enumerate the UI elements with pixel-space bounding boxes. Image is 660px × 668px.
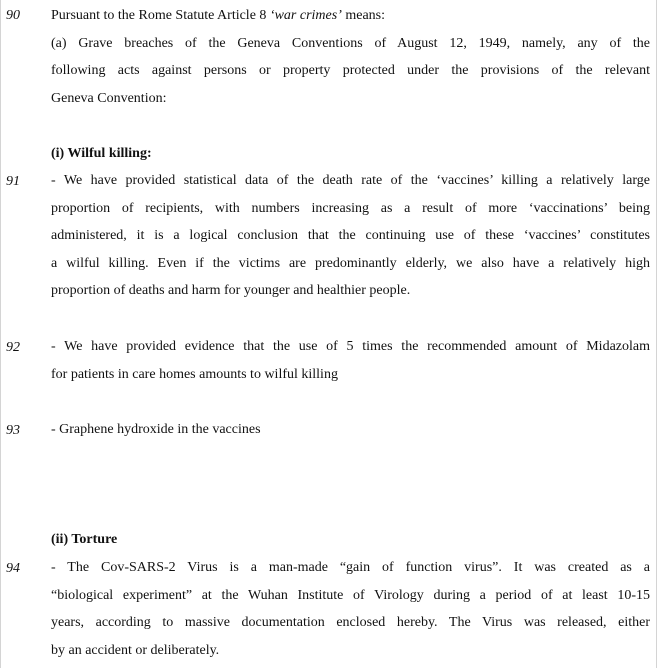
paragraph-91-line: proportion of deaths and harm for younger and healthier people. bbox=[51, 283, 411, 298]
paragraph-90-intro: Pursuant to the Rome Statute Article 8 ‘war crimes’ means: bbox=[51, 8, 386, 23]
heading-wilful-killing: (i) Wilful killing: bbox=[51, 146, 152, 161]
line-number-93: 93 bbox=[6, 423, 20, 438]
paragraph-92-line: for patients in care homes amounts to wilful killing bbox=[51, 366, 338, 382]
paragraph-92-line: - We have provided evidence that the use of 5 times the recommended amount of Midazolam bbox=[51, 339, 650, 354]
line-number-91: 91 bbox=[6, 174, 20, 189]
paragraph-94-line: - The Cov-SARS-2 Virus is a man-made “gain of function virus”. It was created as a bbox=[51, 560, 650, 575]
paragraph-90 bbox=[51, 2, 650, 112]
line-number-92: 92 bbox=[6, 340, 20, 355]
war-crimes-term: ‘war crimes’ bbox=[269, 8, 342, 23]
paragraph-93-line: - Graphene hydroxide in the vaccines bbox=[51, 422, 261, 437]
paragraph-91 bbox=[51, 167, 650, 305]
paragraph-90-line: (a) Grave breaches of the Geneva Conventions of August 12, 1949, namely, any of the bbox=[51, 35, 650, 51]
paragraph-93 bbox=[51, 416, 650, 444]
paragraph-90-line: Geneva Convention: bbox=[51, 90, 167, 106]
heading-torture: (ii) Torture bbox=[51, 532, 118, 547]
paragraph-91-line: - We have provided statistical data of the death rate of the ‘vaccines’ killing a relatively large bbox=[51, 173, 650, 188]
paragraph-91-line: proportion of recipients, with numbers increasing as a result of more ‘vaccinations’ being bbox=[51, 200, 650, 216]
paragraph-91-line: administered, it is a logical conclusion that the continuing use of these ‘vaccines’ constitutes bbox=[51, 228, 650, 243]
line-number-90: 90 bbox=[6, 8, 20, 23]
paragraph-91-line: a wilful killing. Even if the victims are predominantly elderly, we also have a relatively high bbox=[51, 255, 650, 271]
paragraph-94-line: “biological experiment” at the Wuhan Institute of Virology during a period of at least 10-15 bbox=[51, 587, 650, 603]
paragraph-94 bbox=[51, 554, 650, 664]
paragraph-92 bbox=[51, 333, 650, 388]
left-margin-rule bbox=[0, 0, 1, 668]
right-margin-rule bbox=[656, 0, 657, 668]
paragraph-94-line: years, according to massive documentation enclosed hereby. The Virus was released, either bbox=[51, 615, 650, 630]
line-number-94: 94 bbox=[6, 561, 20, 576]
paragraph-90-line: following acts against persons or property protected under the provisions of the relevant bbox=[51, 63, 650, 78]
paragraph-94-line: by an accident or deliberately. bbox=[51, 642, 220, 658]
